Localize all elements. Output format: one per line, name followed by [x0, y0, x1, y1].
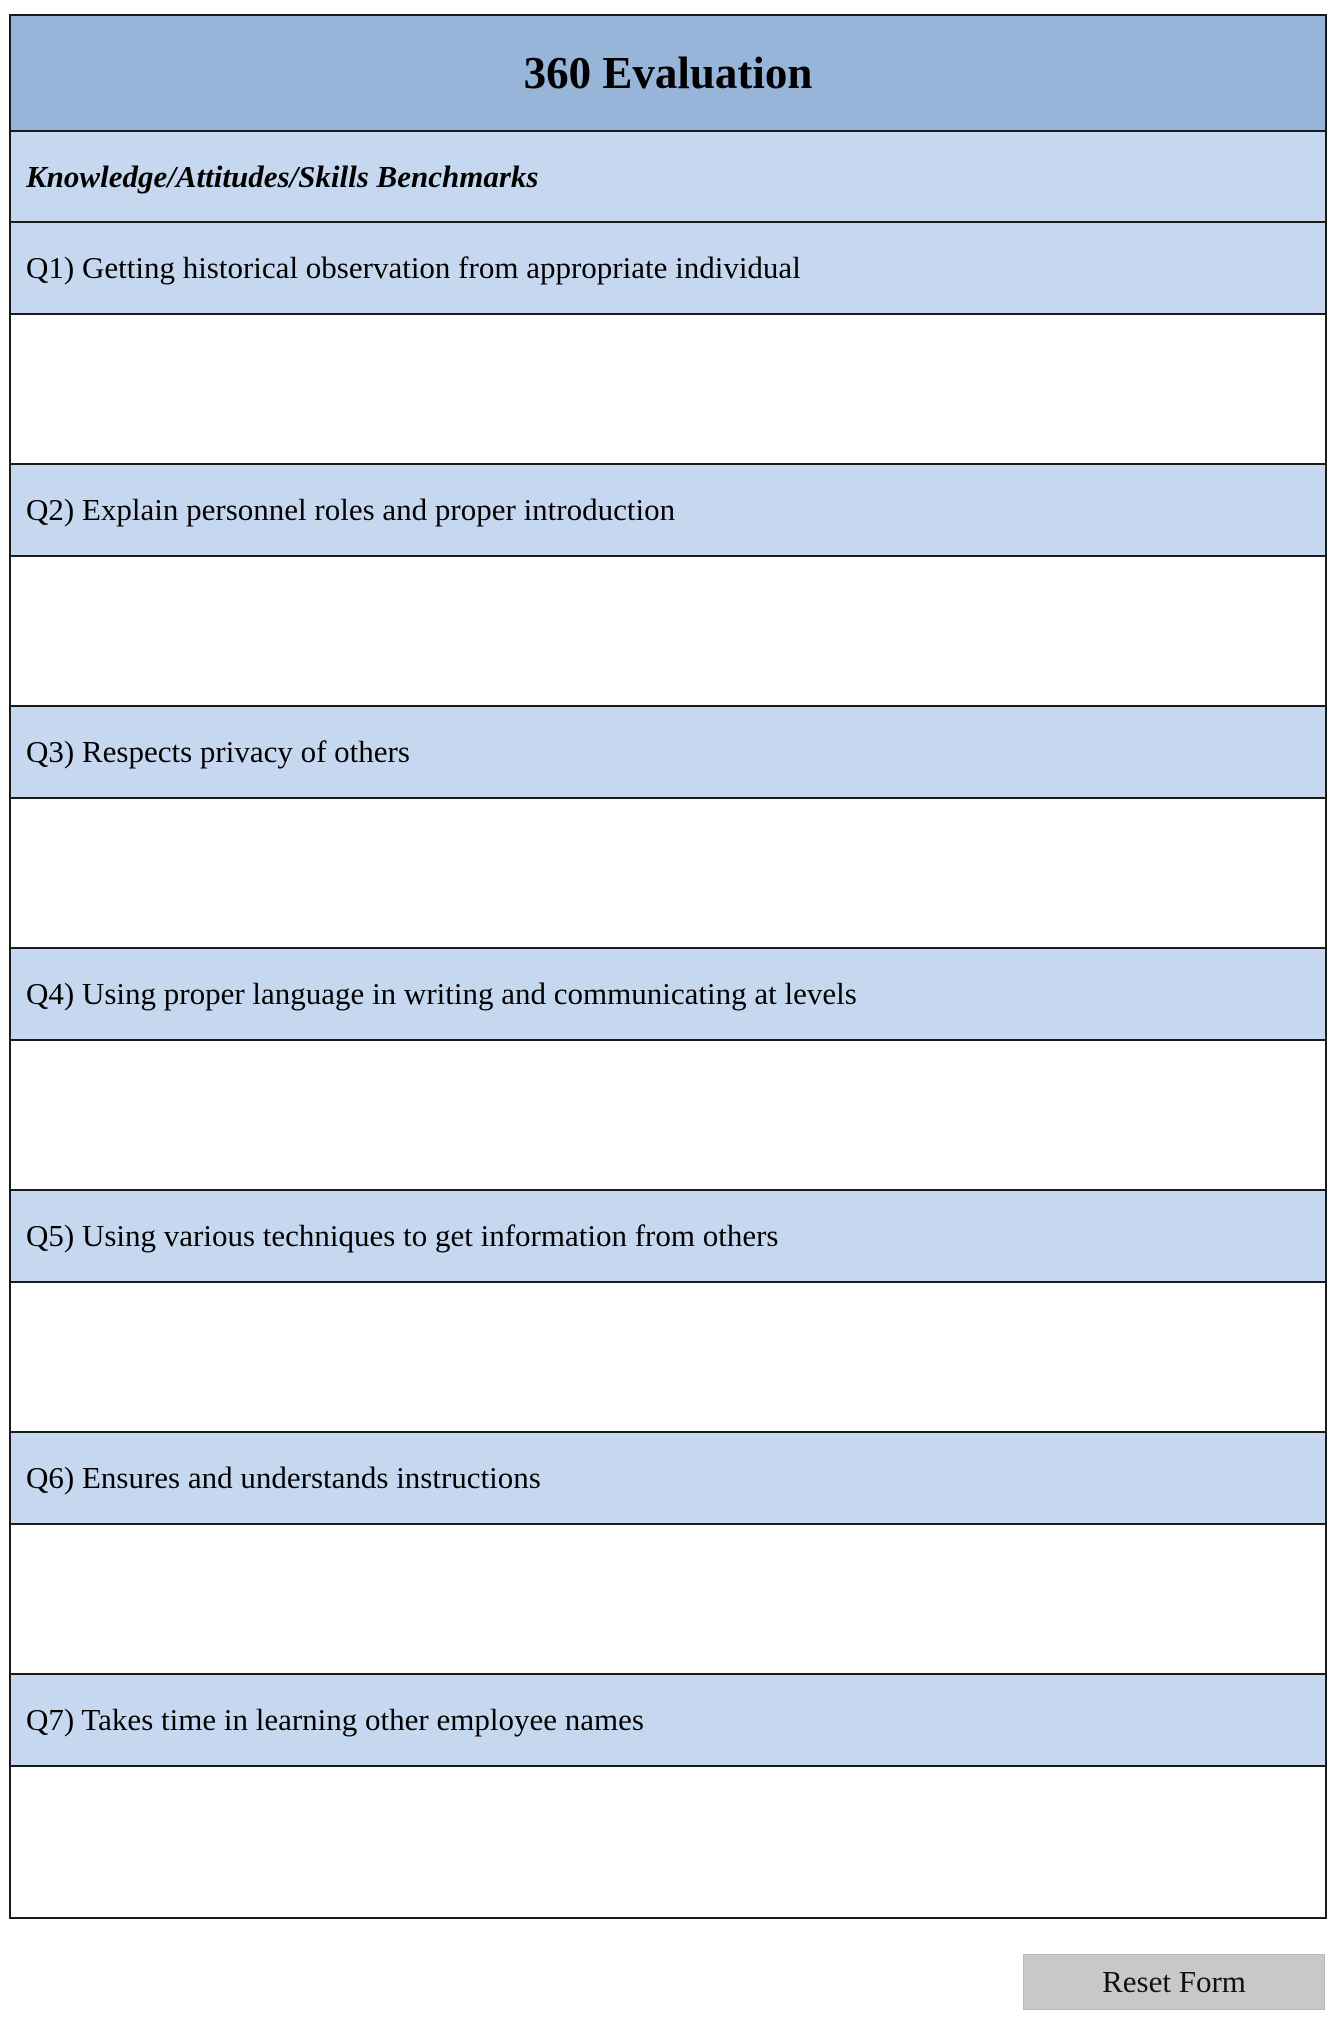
question-2-answer-field[interactable]: [11, 557, 1325, 707]
question-6-answer-field[interactable]: [11, 1525, 1325, 1675]
question-1-answer-field[interactable]: [11, 315, 1325, 465]
question-7-answer-field[interactable]: [11, 1767, 1325, 1917]
question-4-answer-field[interactable]: [11, 1041, 1325, 1191]
question-5-answer-field[interactable]: [11, 1283, 1325, 1433]
question-4-label: Q4) Using proper language in writing and communicating at levels: [11, 949, 1325, 1041]
question-2-label: Q2) Explain personnel roles and proper introduction: [11, 465, 1325, 557]
question-3-answer-field[interactable]: [11, 799, 1325, 949]
question-7-label: Q7) Takes time in learning other employee names: [11, 1675, 1325, 1767]
question-6-label: Q6) Ensures and understands instructions: [11, 1433, 1325, 1525]
form-title: 360 Evaluation: [11, 16, 1325, 132]
question-1-label: Q1) Getting historical observation from appropriate individual: [11, 223, 1325, 315]
section-heading: Knowledge/Attitudes/Skills Benchmarks: [11, 132, 1325, 223]
question-5-label: Q5) Using various techniques to get information from others: [11, 1191, 1325, 1283]
question-3-label: Q3) Respects privacy of others: [11, 707, 1325, 799]
reset-form-button[interactable]: Reset Form: [1023, 1954, 1325, 2010]
evaluation-form: [9, 14, 1327, 1919]
